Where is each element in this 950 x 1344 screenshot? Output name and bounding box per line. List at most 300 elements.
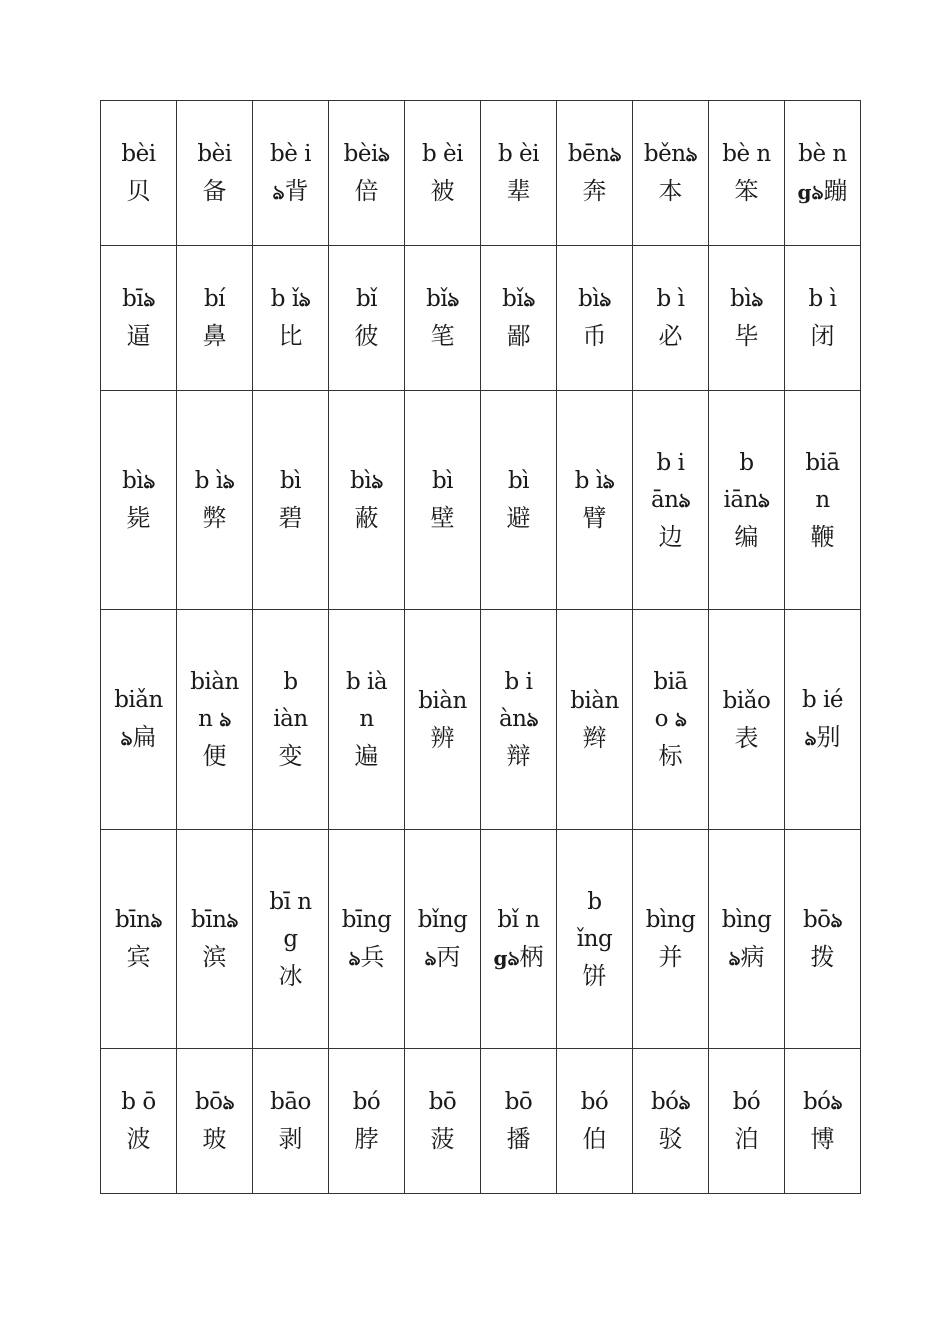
- character-text: 播: [506, 1125, 531, 1153]
- pinyin-text: bè n: [798, 140, 847, 167]
- character-text: 辩: [506, 742, 531, 770]
- character-text: 兵: [360, 942, 385, 971]
- table-cell: [177, 610, 253, 830]
- pinyin-syllable: [329, 1084, 404, 1121]
- pinyin-text: bō: [802, 907, 831, 933]
- glyph-artifact: ঌ: [371, 469, 383, 493]
- pinyin-syllable: [253, 463, 328, 500]
- hanzi-character: [709, 939, 784, 977]
- hanzi-character: [329, 738, 404, 775]
- pinyin-text: bèi: [197, 141, 232, 167]
- pinyin-syllable: [177, 281, 252, 318]
- table-cell: [481, 101, 557, 246]
- pinyin-syllable: [633, 701, 708, 738]
- character-text: 辫: [582, 723, 607, 752]
- character-text: 柄: [519, 942, 544, 971]
- pinyin-syllable: [785, 1084, 860, 1121]
- character-text: 鄙: [506, 322, 531, 350]
- pinyin-syllable: [405, 281, 480, 318]
- table-cell: [253, 101, 329, 246]
- pinyin-syllable: [709, 136, 784, 173]
- glyph-artifact: gঌ: [797, 179, 824, 204]
- table-cell: [405, 1049, 481, 1194]
- glyph-artifact: ঌ: [523, 287, 535, 311]
- hanzi-character: [481, 318, 556, 355]
- pinyin-syllable: [633, 136, 708, 173]
- table-cell: [633, 391, 709, 610]
- pinyin-syllable: [177, 701, 252, 738]
- pinyin-syllable: [709, 902, 784, 939]
- pinyin-text: bǐ: [502, 286, 524, 312]
- pinyin-text: biàn: [570, 687, 619, 714]
- pinyin-syllable: [709, 482, 784, 519]
- hanzi-character: [329, 318, 404, 355]
- pinyin-syllable: [177, 136, 252, 173]
- pinyin-syllable: [329, 463, 404, 500]
- pinyin-text: iān: [723, 486, 758, 513]
- table-cell: [557, 830, 633, 1049]
- pinyin-syllable: [101, 136, 176, 173]
- pinyin-syllable: [557, 463, 632, 500]
- hanzi-character: [481, 500, 556, 537]
- hanzi-character: [405, 500, 480, 537]
- table-cell: [253, 391, 329, 610]
- hanzi-character: [633, 1121, 708, 1158]
- hanzi-character: [405, 720, 480, 757]
- pinyin-text: bīn: [191, 907, 227, 933]
- pinyin-syllable: [481, 701, 556, 738]
- pinyin-syllable: [329, 136, 404, 173]
- hanzi-character: [253, 958, 328, 995]
- glyph-artifact: ঌ: [830, 908, 843, 932]
- table-cell: [709, 610, 785, 830]
- pinyin-text: g: [283, 925, 298, 952]
- pinyin-syllable: [709, 683, 784, 720]
- hanzi-character: [253, 318, 328, 355]
- table-cell: [101, 101, 177, 246]
- pinyin-syllable: [557, 921, 632, 958]
- pinyin-text: biàn: [190, 669, 239, 695]
- character-text: 变: [278, 742, 303, 770]
- pinyin-text: bǐng: [417, 906, 468, 933]
- glyph-artifact: ঌ: [150, 908, 162, 932]
- character-text: 奔: [582, 177, 607, 205]
- pinyin-syllable: [481, 136, 556, 173]
- hanzi-character: [177, 500, 252, 537]
- table-cell: [101, 1049, 177, 1194]
- glyph-artifact: ঌ: [447, 287, 459, 311]
- table-cell: [481, 391, 557, 610]
- glyph-artifact: gঌ: [493, 945, 520, 970]
- character-text: 菠: [430, 1125, 455, 1153]
- character-text: 毙: [126, 504, 151, 532]
- hanzi-character: [785, 318, 860, 355]
- hanzi-character: [253, 738, 328, 775]
- character-text: 背: [284, 176, 309, 205]
- glyph-artifact: ঌ: [348, 945, 361, 970]
- pinyin-text: b i: [504, 669, 533, 695]
- character-text: 被: [430, 177, 455, 205]
- hanzi-character: [101, 1121, 176, 1158]
- hanzi-character: [177, 1121, 252, 1158]
- table-cell: [253, 1049, 329, 1194]
- character-text: 鼻: [202, 322, 227, 350]
- hanzi-character: [101, 318, 176, 355]
- character-text: 驳: [658, 1125, 683, 1153]
- table-cell: [709, 101, 785, 246]
- glyph-artifact: ঌ: [219, 707, 231, 731]
- hanzi-character: [177, 738, 252, 775]
- table-body: [101, 101, 861, 1194]
- pinyin-syllable: [177, 1084, 252, 1121]
- hanzi-character: [405, 1121, 480, 1158]
- hanzi-character: [177, 939, 252, 976]
- hanzi-character: [557, 1121, 632, 1158]
- character-text: 辨: [430, 723, 455, 752]
- hanzi-character: [405, 318, 480, 355]
- pinyin-syllable: [709, 281, 784, 318]
- pinyin-text: àn: [498, 706, 527, 732]
- pinyin-syllable: [253, 136, 328, 173]
- table-cell: [253, 610, 329, 830]
- pinyin-text: b: [587, 888, 602, 915]
- table-cell: [709, 391, 785, 610]
- table-cell: [709, 830, 785, 1049]
- glyph-artifact: ঌ: [272, 179, 285, 204]
- table-row: [101, 246, 861, 391]
- table-cell: [557, 101, 633, 246]
- pinyin-syllable: [785, 902, 860, 939]
- hanzi-character: [177, 173, 252, 210]
- character-text: 饼: [582, 961, 607, 990]
- pinyin-syllable: [177, 463, 252, 500]
- pinyin-syllable: [253, 884, 328, 921]
- table-cell: [785, 830, 861, 1049]
- character-text: 蹦: [823, 176, 848, 205]
- character-text: 毕: [734, 322, 759, 350]
- pinyin-syllable: [557, 683, 632, 720]
- glyph-artifact: ঌ: [226, 908, 238, 932]
- hanzi-character: [785, 719, 860, 757]
- pinyin-text: ān: [650, 486, 679, 513]
- pinyin-syllable: [101, 463, 176, 500]
- character-text: 币: [582, 322, 607, 350]
- pinyin-text: o: [654, 706, 675, 732]
- table-row: [101, 610, 861, 830]
- pinyin-syllable: [633, 664, 708, 701]
- table-cell: [633, 1049, 709, 1194]
- hanzi-character: [405, 939, 480, 977]
- pinyin-syllable: [405, 463, 480, 500]
- hanzi-character: [785, 939, 860, 976]
- hanzi-character: [253, 1121, 328, 1158]
- pinyin-text: bīng: [341, 906, 392, 933]
- pinyin-text: bí: [203, 286, 226, 312]
- glyph-artifact: ঌ: [120, 726, 133, 750]
- table-cell: [785, 610, 861, 830]
- hanzi-character: [481, 1121, 556, 1158]
- hanzi-character: [709, 720, 784, 757]
- table-cell: [481, 1049, 557, 1194]
- hanzi-character: [633, 939, 708, 976]
- hanzi-character: [481, 173, 556, 210]
- pinyin-text: bó: [650, 1089, 679, 1115]
- hanzi-character: [101, 939, 176, 976]
- pinyin-text: bīn: [115, 907, 151, 933]
- pinyin-syllable: [329, 664, 404, 701]
- pinyin-text: bì: [350, 468, 372, 494]
- pinyin-text: bèi: [121, 141, 156, 167]
- pinyin-text: b ì: [656, 286, 685, 312]
- table-cell: [481, 830, 557, 1049]
- hanzi-character: [177, 318, 252, 355]
- pinyin-text: b: [283, 669, 298, 695]
- pinyin-text: iàn: [273, 706, 308, 732]
- glyph-artifact: ঌ: [678, 487, 691, 512]
- pinyin-syllable: [557, 136, 632, 173]
- pinyin-text: bìng: [645, 907, 696, 933]
- table-cell: [633, 246, 709, 391]
- pinyin-syllable: [329, 902, 404, 939]
- table-cell: [481, 610, 557, 830]
- pinyin-syllable: [785, 281, 860, 318]
- table-cell: [177, 1049, 253, 1194]
- pinyin-text: n: [815, 486, 830, 513]
- hanzi-character: [329, 939, 404, 977]
- character-text: 拨: [810, 943, 835, 971]
- hanzi-character: [557, 958, 632, 995]
- hanzi-character: [709, 1121, 784, 1158]
- character-text: 避: [506, 504, 531, 532]
- pinyin-syllable: [405, 1084, 480, 1121]
- character-text: 碧: [278, 504, 303, 532]
- pinyin-syllable: [101, 902, 176, 939]
- table-cell: [633, 830, 709, 1049]
- table-cell: [405, 610, 481, 830]
- pinyin-text: n: [359, 706, 374, 732]
- pinyin-text: bì: [578, 286, 600, 312]
- table-cell: [101, 246, 177, 391]
- pinyin-text: bì: [279, 468, 302, 494]
- pinyin-syllable: [253, 701, 328, 738]
- pinyin-text: biǎo: [722, 687, 771, 714]
- pinyin-text: bì: [122, 468, 144, 494]
- hanzi-character: [557, 500, 632, 537]
- pinyin-text: bō: [194, 1089, 223, 1115]
- table-row: [101, 1049, 861, 1194]
- pinyin-text: biàn: [418, 687, 467, 714]
- hanzi-character: [481, 738, 556, 775]
- glyph-artifact: ঌ: [222, 1090, 235, 1114]
- pinyin-text: bì: [507, 468, 530, 494]
- table-cell: [253, 246, 329, 391]
- hanzi-character: [709, 173, 784, 210]
- hanzi-character: [709, 318, 784, 355]
- pinyin-syllable: [633, 902, 708, 939]
- pinyin-text: b ié: [801, 687, 843, 713]
- pinyin-text: bǐ: [426, 286, 448, 312]
- hanzi-character: [253, 500, 328, 537]
- pinyin-text: b: [739, 449, 754, 476]
- glyph-artifact: ঌ: [757, 487, 770, 512]
- pinyin-text: b èi: [421, 141, 463, 167]
- glyph-artifact: ঌ: [222, 469, 235, 493]
- character-text: 玻: [202, 1125, 227, 1153]
- glyph-artifact: ঌ: [609, 142, 622, 166]
- pinyin-text: b èi: [497, 141, 539, 167]
- pinyin-syllable: [633, 482, 708, 519]
- pinyin-syllable: [177, 902, 252, 939]
- pinyin-text: bēn: [567, 141, 610, 167]
- character-text: 并: [658, 943, 683, 971]
- pinyin-text: biā: [653, 669, 688, 695]
- hanzi-character: [329, 1121, 404, 1158]
- table-cell: [557, 246, 633, 391]
- pinyin-syllable: [557, 884, 632, 921]
- character-text: 脖: [354, 1125, 379, 1153]
- pinyin-text: bī n: [269, 888, 312, 915]
- pinyin-syllable: [481, 902, 556, 939]
- character-text: 宾: [126, 943, 151, 971]
- table-row: [101, 830, 861, 1049]
- character-text: 倍: [354, 177, 379, 205]
- character-text: 别: [816, 723, 841, 751]
- table-cell: [405, 101, 481, 246]
- hanzi-character: [633, 318, 708, 355]
- character-text: 剥: [278, 1125, 303, 1153]
- table-cell: [709, 1049, 785, 1194]
- hanzi-character: [253, 173, 328, 211]
- hanzi-character: [329, 173, 404, 210]
- pinyin-text: bǐ n: [497, 906, 540, 933]
- hanzi-character: [633, 519, 708, 556]
- pinyin-syllable: [101, 281, 176, 318]
- glyph-artifact: ঌ: [751, 287, 763, 311]
- character-text: 表: [734, 723, 759, 752]
- glyph-artifact: ঌ: [599, 287, 611, 311]
- pinyin-syllable: [329, 701, 404, 738]
- pinyin-text: biā: [805, 449, 840, 476]
- glyph-artifact: ঌ: [377, 142, 390, 166]
- table-cell: [557, 391, 633, 610]
- glyph-artifact: ঌ: [674, 707, 687, 731]
- character-text: 冰: [278, 961, 303, 990]
- pinyin-syllable: [633, 281, 708, 318]
- character-text: 标: [658, 742, 683, 770]
- character-text: 蔽: [354, 504, 379, 532]
- pinyin-syllable: [785, 482, 860, 519]
- table-cell: [177, 830, 253, 1049]
- pinyin-syllable: [481, 664, 556, 701]
- pinyin-text: bō: [504, 1089, 533, 1115]
- hanzi-character: [481, 939, 556, 977]
- hanzi-character: [101, 719, 176, 757]
- pinyin-syllable: [481, 463, 556, 500]
- table-cell: [633, 101, 709, 246]
- character-text: 笨: [734, 177, 759, 205]
- character-text: 编: [734, 522, 759, 551]
- table-cell: [177, 391, 253, 610]
- table-cell: [785, 1049, 861, 1194]
- glyph-artifact: ঌ: [804, 726, 817, 750]
- pinyin-text: bó: [580, 1089, 609, 1115]
- character-text: 泊: [734, 1125, 759, 1153]
- glyph-artifact: ঌ: [526, 707, 539, 731]
- pinyin-text: bì: [431, 468, 454, 494]
- table-cell: [633, 610, 709, 830]
- pinyin-text: bó: [732, 1089, 761, 1115]
- pinyin-syllable: [709, 445, 784, 482]
- pinyin-syllable: [101, 682, 176, 719]
- table-cell: [557, 1049, 633, 1194]
- glyph-artifact: ঌ: [685, 142, 698, 166]
- table-cell: [709, 246, 785, 391]
- table-cell: [329, 246, 405, 391]
- character-text: 备: [202, 177, 227, 205]
- pinyin-text: bó: [352, 1089, 381, 1115]
- hanzi-character: [633, 173, 708, 210]
- pinyin-text: bè n: [722, 141, 771, 167]
- hanzi-character: [557, 720, 632, 757]
- table-cell: [329, 610, 405, 830]
- character-text: 伯: [582, 1125, 607, 1153]
- character-text: 壁: [430, 504, 455, 532]
- table-cell: [785, 391, 861, 610]
- pinyin-text: běn: [643, 141, 686, 167]
- character-text: 闭: [810, 322, 835, 350]
- table-cell: [253, 830, 329, 1049]
- table-cell: [177, 246, 253, 391]
- character-text: 波: [126, 1125, 151, 1153]
- character-text: 彼: [354, 322, 379, 350]
- table-cell: [557, 610, 633, 830]
- glyph-artifact: ঌ: [830, 1090, 843, 1114]
- pinyin-text: bìng: [721, 906, 772, 933]
- pinyin-syllable: [253, 1084, 328, 1121]
- table-cell: [405, 391, 481, 610]
- pinyin-syllable: [785, 136, 860, 173]
- table-cell: [101, 610, 177, 830]
- pinyin-syllable: [633, 445, 708, 482]
- pinyin-syllable: [329, 281, 404, 318]
- glyph-artifact: ঌ: [424, 945, 437, 970]
- pinyin-syllable: [253, 281, 328, 318]
- pinyin-text: b ià: [345, 669, 388, 695]
- pinyin-text: n: [198, 706, 220, 732]
- pinyin-syllable: [177, 664, 252, 701]
- character-text: 弊: [202, 504, 227, 532]
- table-cell: [177, 101, 253, 246]
- table-cell: [101, 830, 177, 1049]
- pinyin-syllable: [633, 1084, 708, 1121]
- table-row: [101, 101, 861, 246]
- character-text: 边: [658, 522, 683, 551]
- pinyin-syllable: [785, 682, 860, 719]
- pinyin-text: b ì: [194, 468, 223, 494]
- character-text: 臂: [582, 504, 607, 532]
- character-text: 病: [740, 942, 765, 971]
- pinyin-text: bó: [802, 1089, 831, 1115]
- character-text: 鞭: [810, 522, 835, 551]
- pinyin-text: b ì: [808, 286, 837, 312]
- pinyin-text: bō: [428, 1089, 457, 1115]
- glyph-artifact: ঌ: [678, 1090, 691, 1114]
- character-text: 必: [658, 322, 683, 350]
- hanzi-character: [329, 500, 404, 537]
- character-text: 遍: [354, 742, 379, 770]
- glyph-artifact: ঌ: [602, 469, 615, 493]
- character-text: 贝: [126, 177, 151, 205]
